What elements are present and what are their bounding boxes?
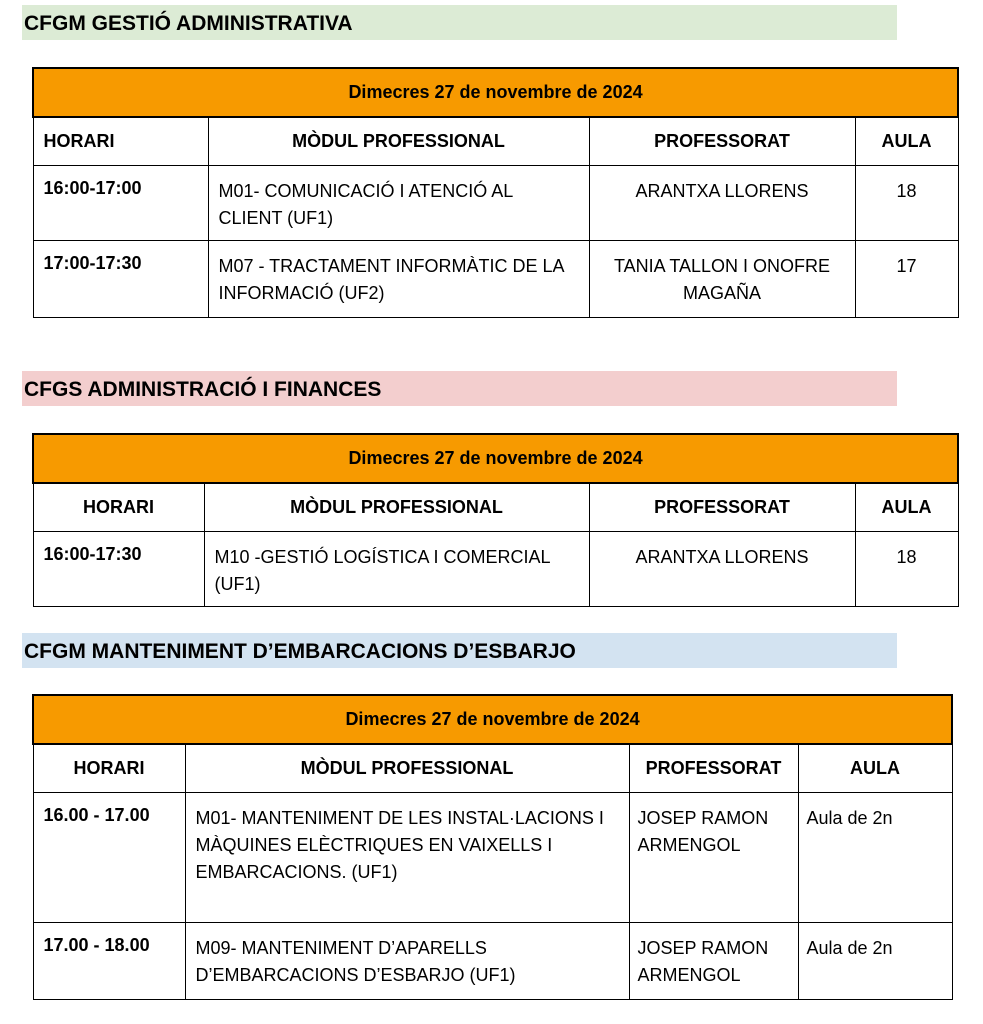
schedule-table-manteniment-embarcacions	[32, 694, 953, 1000]
module-cell: M01- MANTENIMENT DE LES INSTAL·LACIONS I MÀQUINES ELÈCTRIQUES EN VAIXELLS I EMBARCACIONS. (UF1)	[185, 792, 629, 922]
table-row	[33, 240, 958, 317]
schedule-table-gestio-administrativa	[32, 67, 959, 318]
column-header-modul: MÒDUL PROFESSIONAL	[204, 483, 589, 531]
room-cell: Aula de 2n	[798, 922, 952, 999]
column-header-aula: AULA	[798, 744, 952, 792]
time-cell: 17:00-17:30	[33, 240, 208, 317]
column-header-professorat: PROFESSORAT	[589, 117, 855, 165]
column-header-horari: HORARI	[33, 744, 185, 792]
section-title-administracio-finances: CFGS ADMINISTRACIÓ I FINANCES	[22, 371, 897, 406]
room-cell: 17	[855, 240, 958, 317]
teacher-cell: TANIA TALLON I ONOFRE MAGAÑA	[589, 240, 855, 317]
time-cell: 16.00 - 17.00	[33, 792, 185, 922]
teacher-cell: ARANTXA LLORENS	[589, 165, 855, 240]
table-row	[33, 922, 952, 999]
table-row	[33, 165, 958, 240]
module-cell: M01- COMUNICACIÓ I ATENCIÓ AL CLIENT (UF1)	[208, 165, 589, 240]
column-header-aula: AULA	[855, 117, 958, 165]
section-title-gestio-administrativa: CFGM GESTIÓ ADMINISTRATIVA	[22, 5, 897, 40]
column-header-modul: MÒDUL PROFESSIONAL	[185, 744, 629, 792]
date-header: Dimecres 27 de novembre de 2024	[33, 695, 952, 744]
teacher-cell: JOSEP RAMON ARMENGOL	[629, 792, 798, 922]
table-row	[33, 531, 958, 606]
table-row	[33, 792, 952, 922]
room-cell: Aula de 2n	[798, 792, 952, 922]
time-cell: 16:00-17:00	[33, 165, 208, 240]
date-header: Dimecres 27 de novembre de 2024	[33, 434, 958, 483]
section-title-manteniment-embarcacions: CFGM MANTENIMENT D’EMBARCACIONS D’ESBARJO	[22, 633, 897, 668]
room-cell: 18	[855, 165, 958, 240]
column-header-horari: HORARI	[33, 483, 204, 531]
teacher-cell: JOSEP RAMON ARMENGOL	[629, 922, 798, 999]
schedule-table-administracio-finances	[32, 433, 959, 607]
module-cell: M10 -GESTIÓ LOGÍSTICA I COMERCIAL (UF1)	[204, 531, 589, 606]
column-header-professorat: PROFESSORAT	[589, 483, 855, 531]
room-cell: 18	[855, 531, 958, 606]
module-cell: M09- MANTENIMENT D’APARELLS D’EMBARCACIONS D’ESBARJO (UF1)	[185, 922, 629, 999]
teacher-cell: ARANTXA LLORENS	[589, 531, 855, 606]
time-cell: 17.00 - 18.00	[33, 922, 185, 999]
column-header-modul: MÒDUL PROFESSIONAL	[208, 117, 589, 165]
column-header-aula: AULA	[855, 483, 958, 531]
module-cell: M07 - TRACTAMENT INFORMÀTIC DE LA INFORMACIÓ (UF2)	[208, 240, 589, 317]
column-header-professorat: PROFESSORAT	[629, 744, 798, 792]
date-header: Dimecres 27 de novembre de 2024	[33, 68, 958, 117]
column-header-horari: HORARI	[33, 117, 208, 165]
time-cell: 16:00-17:30	[33, 531, 204, 606]
